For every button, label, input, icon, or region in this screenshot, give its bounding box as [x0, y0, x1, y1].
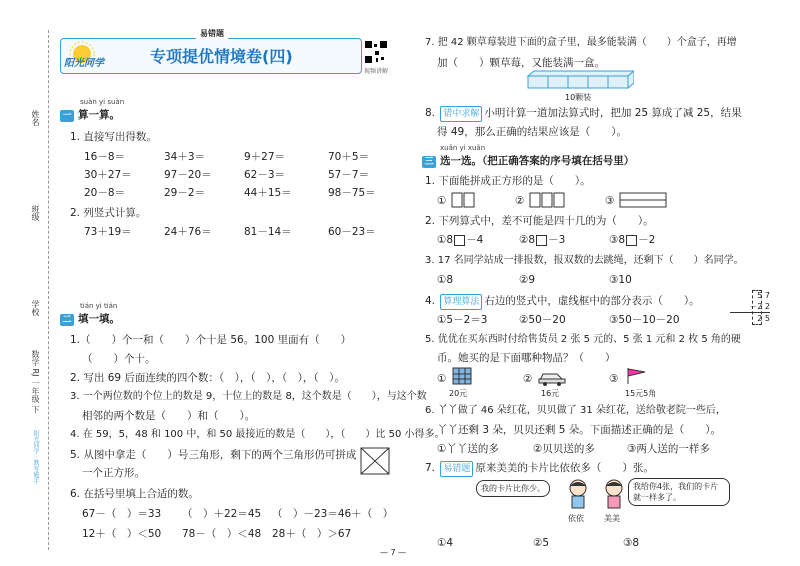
page-number: — 7 — — [380, 548, 407, 557]
sec1-title: 算一算。 — [78, 109, 120, 121]
sec2-q3a: 3. 一个两位数的个位上的数是 9，十位上的数是 8，这个数是（ ），与这个数 — [70, 391, 427, 402]
calc-item: 62－3＝ — [244, 169, 286, 181]
c5b: 币。她买的是下面哪种物品？（ ） — [437, 352, 616, 364]
kid-label-meimei: 美美 — [604, 514, 620, 523]
c6a: 6. 丫丫做了 46 朵红花，贝贝做了 31 朵红花，送给敬老院一些后， — [425, 405, 726, 416]
sec2-q5a: 5. 从图中拿走（ ）号三角形，剩下的两个三角形仍可拼成 — [70, 449, 357, 461]
option-label: ② — [523, 373, 533, 385]
qr-caption: 视频讲解 — [364, 68, 389, 75]
calc-item: 73＋19＝ — [84, 226, 132, 238]
toy-car-icon — [537, 368, 567, 386]
price-label: 20元 — [449, 389, 468, 398]
q8-text: 小明计算一道加法算式时，把加 25 算成了减 25，结果 — [484, 107, 742, 119]
speech-bubble-2: 我给你4张，我们的卡片就一样多了。 — [628, 478, 730, 506]
sec3-heading — [422, 154, 634, 168]
blank-box — [536, 235, 547, 246]
fill-item: （ ）＋22＝45 — [182, 508, 262, 520]
sec2-title: 填一填。 — [78, 313, 120, 325]
blank-box — [626, 235, 637, 246]
c5a: 5. 优优在买东西时付给售货员 2 张 5 元的、5 张 1 元和 2 枚 5 角的硬 — [425, 334, 741, 345]
c2: 2. 下列算式中，差不可能是四十几的为（ ）。 — [425, 215, 654, 227]
c5-options — [437, 366, 697, 402]
calc-line: 2 5 — [757, 314, 770, 323]
sec1-pinyin: suàn yi suàn — [80, 98, 125, 106]
header-tag: 易错题 — [196, 28, 228, 39]
shape-three-rects-icon — [529, 192, 569, 208]
sec2-q3b: 相邻的两个数是（ ）和（ ）。 — [82, 410, 256, 422]
sec1-number: 一 — [60, 110, 74, 122]
option: ③50－10－20 — [609, 314, 680, 326]
fill-item: 67－（ ）＝33 — [82, 508, 162, 520]
option: ②5 — [533, 537, 550, 549]
sec2-q1a: 1.（ ）个一和（ ）个十是 56。100 里面有（ ） — [70, 334, 352, 346]
logo-text: 阳光同学 — [64, 58, 104, 69]
r-q8a: 8. 错中求解 小明计算一道加法算式时，把加 25 算成了减 25，结果 — [425, 106, 742, 122]
sec1-q2: 2. 列竖式计算。 — [70, 207, 147, 219]
margin-school-label: 学校 — [31, 300, 40, 316]
c1-options — [437, 192, 697, 210]
option: ③8 — [623, 537, 640, 549]
margin-class-label: 班级 — [31, 205, 40, 221]
option: ①8 — [437, 274, 454, 286]
flag-toy-icon — [623, 366, 653, 386]
c2-opt1: ①8 －4 — [437, 234, 484, 246]
shape-stacked-rects-icon — [619, 192, 669, 208]
c4-tag: 算理算法 — [440, 294, 482, 310]
option: ②贝贝送的多 — [533, 443, 595, 455]
fill-item: 78－（ ）＜48 — [182, 528, 262, 540]
calc-item: 97－20＝ — [164, 169, 212, 181]
strawberry-box-figure — [524, 70, 634, 94]
calc-item: 98－75＝ — [328, 187, 376, 199]
calc-item: 81－14＝ — [244, 226, 292, 238]
dashed-box — [752, 290, 762, 325]
sec1-heading — [60, 108, 120, 122]
calc-line: 5 7 — [757, 291, 770, 300]
sec2-q5b: 一个正方形。 — [82, 467, 145, 479]
option: ①4 — [437, 537, 454, 549]
fill-item: 28＋（ ）＞67 — [272, 528, 352, 540]
calc-item: 34＋3＝ — [164, 151, 206, 163]
sec2-heading — [60, 312, 120, 326]
calc-item: 70＋5＝ — [328, 151, 370, 163]
margin-spine: 数学 RJ 一年级 下 — [31, 350, 40, 414]
calc-item: 20－8＝ — [84, 187, 126, 199]
c4-text: 右边的竖式中，虚线框中的部分表示（ ）。 — [484, 295, 700, 307]
margin-name-label: 姓名 — [31, 110, 40, 126]
c4: 4. 算理算法 右边的竖式中，虚线框中的部分表示（ ）。 — [425, 294, 700, 310]
price-label: 15元5角 — [625, 389, 657, 398]
box-caption: 10颗装 — [565, 93, 592, 102]
vertical-calc — [730, 290, 770, 324]
girl-yiyi-icon — [562, 478, 594, 510]
sec3-pinyin: xuǎn yi xuǎn — [440, 144, 486, 152]
option-label: ③ — [605, 195, 615, 207]
calc-item: 57－7＝ — [328, 169, 370, 181]
c3: 3. 17 名同学站成一排报数，报双数的去跳绳，还剩下（ ）名同学。 — [425, 255, 744, 266]
sec2-number: 二 — [60, 314, 74, 326]
girl-meimei-icon — [598, 478, 630, 510]
option: ①5－2＝3 — [437, 314, 488, 326]
sec2-pinyin: tián yi tián — [80, 302, 118, 310]
c6b: 丫丫还剩 3 朵，贝贝还剩 5 朵。下面描述正确的是（ ）。 — [437, 424, 721, 436]
q8-tag: 错中求解 — [440, 106, 482, 122]
calc-item: 60－23＝ — [328, 226, 376, 238]
option-label: ② — [515, 195, 525, 207]
r-q7a: 7. 把 42 颗草莓装进下面的盒子里，最多能装满（ ）个盒子，再增 — [425, 37, 737, 48]
calc-item: 44＋15＝ — [244, 187, 292, 199]
calc-item: 29－2＝ — [164, 187, 206, 199]
option-label: ③ — [609, 373, 619, 385]
calc-item: 30＋27＝ — [84, 169, 132, 181]
margin-divider — [48, 30, 49, 550]
triangle-puzzle-figure — [360, 447, 390, 479]
fill-item: （ ）－23＝46＋（ ） — [272, 508, 394, 520]
price-label: 16元 — [541, 389, 560, 398]
qr-code-icon[interactable] — [364, 40, 388, 64]
option: ③10 — [609, 274, 632, 286]
sec2-q4: 4. 在 59，5，48 和 100 中，和 50 最接近的数是（ ），（ ）比 50 小得多。 — [70, 429, 445, 440]
logo — [62, 40, 116, 70]
calc-item: 16－8＝ — [84, 151, 126, 163]
calc-item: 9＋27＝ — [244, 151, 286, 163]
option-label: ① — [437, 195, 447, 207]
sec3-title: 选一选。（把正确答案的序号填在括号里） — [440, 155, 635, 167]
c2-opt2: ②8 －3 — [519, 234, 566, 246]
option-label: ① — [437, 373, 447, 385]
page-title: 专项提优情境卷(四) — [150, 47, 293, 66]
calc-item: 24＋76＝ — [164, 226, 212, 238]
option: ②9 — [519, 274, 536, 286]
blank-box — [454, 235, 465, 246]
sec2-q6: 6. 在括号里填上合适的数。 — [70, 488, 199, 500]
sec2-q2: 2. 写出 69 后面连续的四个数：（ ），（ ），（ ），（ ）。 — [70, 372, 345, 384]
kid-label-yiyi: 依依 — [568, 514, 584, 523]
c1: 1. 下面能拼成正方形的是（ ）。 — [425, 175, 591, 187]
r-q8b: 得 49，那么正确的结果应该是（ ）。 — [437, 126, 627, 138]
option: ③两人送的一样多 — [627, 443, 710, 455]
r-q7b: 加（ ）颗草莓，又能装满一盒。 — [437, 57, 605, 69]
c7-tag: 易错题 — [440, 461, 473, 477]
shape-two-rects-icon — [451, 192, 477, 208]
sec1-q1: 1. 直接写出得数。 — [70, 131, 157, 143]
sec2-q1b: （ ）个十。 — [82, 353, 156, 365]
option: ①丫丫送的多 — [437, 443, 499, 455]
speech-bubble-1: 我的卡片比你少。 — [476, 480, 550, 497]
c7: 7. 易错题 原来美美的卡片比依依多（ ）张。 — [425, 461, 654, 477]
sec3-number: 三 — [422, 156, 436, 168]
c2-opt3: ③8 －2 — [609, 234, 656, 246]
c7-text: 原来美美的卡片比依依多（ ）张。 — [475, 462, 654, 474]
fill-item: 12＋（ ）＜50 — [82, 528, 162, 540]
calc-line: －2 2 — [730, 301, 770, 313]
rubik-cube-icon — [451, 366, 477, 386]
option: ②50－20 — [519, 314, 566, 326]
margin-spine-brand: 阳光同学 · 默写能手 — [32, 430, 39, 484]
